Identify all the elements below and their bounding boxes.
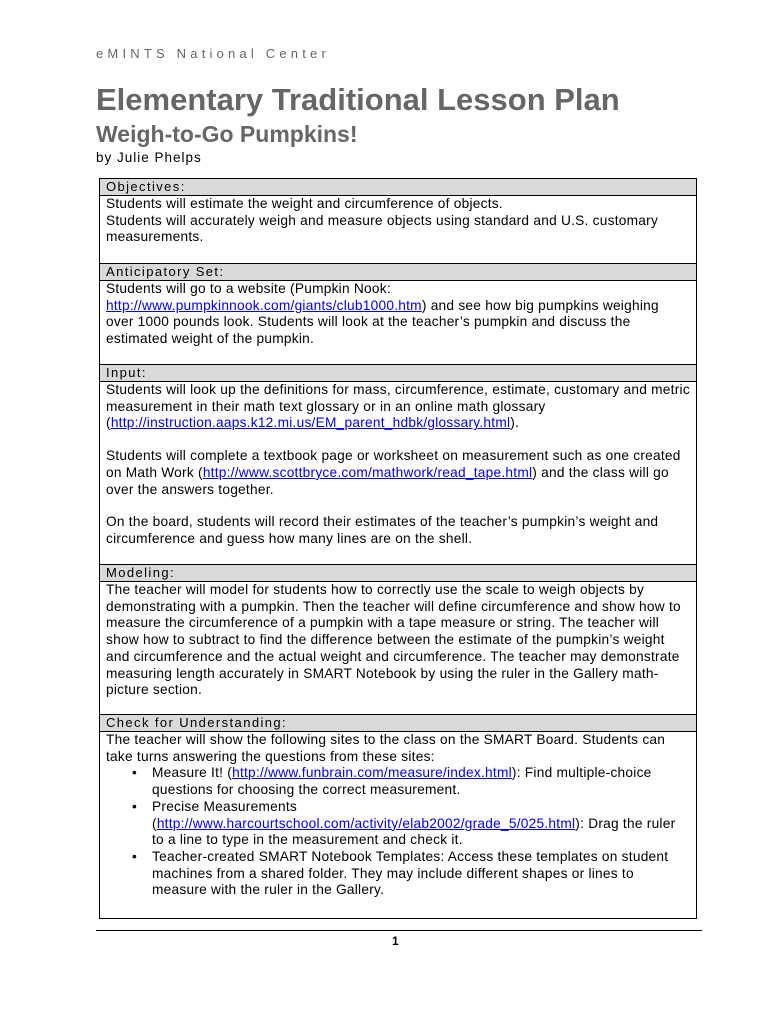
anticipatory-text [106,281,690,348]
author-line: by Julie Phelps [96,150,202,165]
anticipatory-text-b: ) and see how big pumpkins weighing over 1000 pounds look. Students will look at the teacher’s pumpkin and discuss the estimated weight of the pumpkin. [106,297,659,347]
input-paragraph-1 [106,382,690,432]
list-item [132,798,690,849]
anticipatory-section [100,281,696,365]
organization-name: eMINTS National Center [96,46,331,61]
harcourt-link[interactable]: http://www.harcourtschool.com/activity/elab2002/grade_5/025.html [156,815,576,831]
objective-1: Students will estimate the weight and circumference of objects. [106,196,503,211]
modeling-section [100,582,696,715]
b1-text-a: Measure It! ( [152,765,233,781]
modeling-heading: Modeling: [100,565,696,582]
b3-text: Teacher-created SMART Notebook Templates: Access these templates on student machines from a shared folder. They may include different shapes or lines to measure with the ruler in the Gallery. [152,848,669,898]
document-title: Elementary Traditional Lesson Plan [96,82,620,117]
lesson-plan-table [99,178,697,919]
funbrain-link[interactable]: http://www.funbrain.com/measure/index.html [232,765,512,781]
list-item [132,848,690,899]
bullet-icon: • [132,848,138,864]
page-number: 1 [392,934,399,948]
input-paragraph-2 [106,448,690,498]
anticipatory-heading: Anticipatory Set: [100,264,696,281]
input-p1-text-b: ). [510,415,520,431]
footer-divider [96,930,702,931]
b2-text-b: ): Drag the ruler to a line to type in the measurement and check it. [152,815,676,848]
mathwork-link[interactable]: http://www.scottbryce.com/mathwork/read_tape.html [202,464,533,480]
modeling-text: The teacher will model for students how to correctly use the scale to weigh objects by demonstrating with a pumpkin. Then the teacher will define circumference and show how to measure the circumference of a pumpkin with a tape measure or string. The teacher will show how to subtract to find the difference between the estimate of the pumpkin’s weight and circumference and the actual weight and circumference. The teacher may demonstrate measuring length accurately in SMART Notebook by using the ruler in the Gallery math-picture section. [106,582,681,698]
pumpkin-nook-link[interactable]: http://www.pumpkinnook.com/giants/club1000.htm [106,297,422,313]
objectives-section [100,196,696,264]
input-heading: Input: [100,365,696,382]
b2-text-a: Precise Measurements ( [152,798,297,831]
check-heading: Check for Understanding: [100,715,696,732]
lesson-subtitle: Weigh-to-Go Pumpkins! [96,121,358,147]
bullet-icon: • [132,798,138,814]
objectives-heading: Objectives: [100,179,696,196]
anticipatory-text-a: Students will go to a website (Pumpkin Nook: [106,281,391,296]
input-p2-text-a: Students will complete a textbook page or worksheet on measurement such as one created on Math Work ( [106,448,681,480]
objective-2: Students will accurately weigh and measure objects using standard and U.S. customary measurements. [106,212,659,245]
input-paragraph-3: On the board, students will record their estimates of the teacher’s pumpkin’s weight and circumference and guess how many lines are on the shell. [106,514,659,546]
check-site-list [106,765,690,899]
input-p1-text-a: Students will look up the definitions for mass, circumference, estimate, customary and metric measurement in their math text glossary or in an online math glossary ( [106,382,690,431]
input-p2-text-b: ) and the class will go over the answers together. [106,464,669,497]
b1-text-b: ): Find multiple-choice questions for choosing the correct measurement. [152,765,652,798]
list-item [132,765,690,798]
glossary-link[interactable]: http://instruction.aaps.k12.mi.us/EM_parent_hdbk/glossary.html [110,415,511,431]
bullet-icon: • [132,765,138,781]
check-intro: The teacher will show the following sites to the class on the SMART Board. Students can take turns answering the questions from these sites: [106,732,666,764]
check-section [100,732,696,918]
input-section [100,382,696,565]
